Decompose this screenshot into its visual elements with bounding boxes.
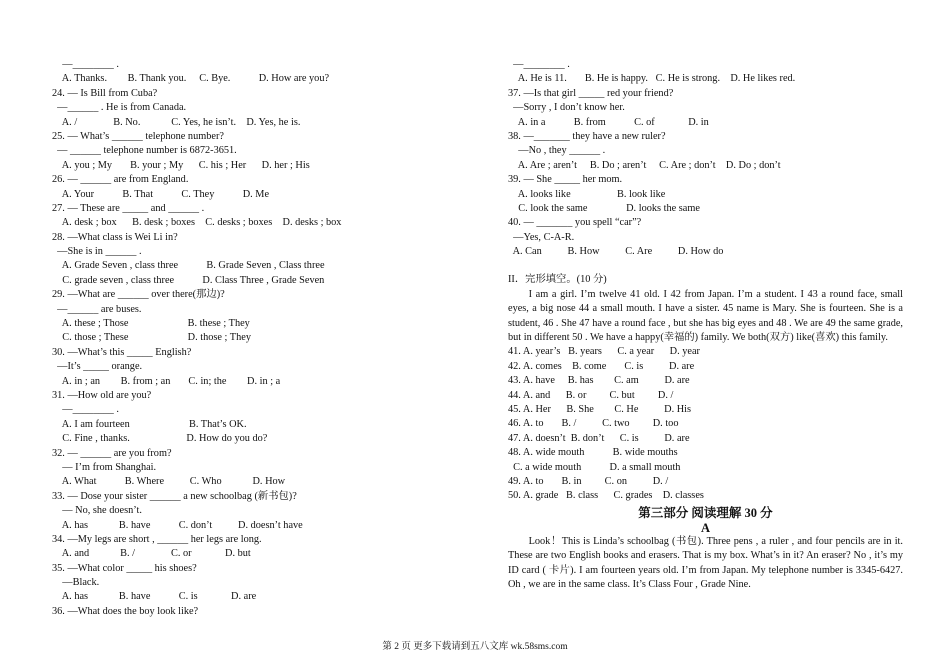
question-line: —______ . He is from Canada. <box>52 102 187 114</box>
question-line: —Black. <box>52 577 100 589</box>
question-line: A. has B. have C. don’t D. doesn’t have <box>52 519 303 531</box>
question-line: 26. — ______ are from England. <box>52 174 189 186</box>
question-line: —Yes, C-A-R. <box>508 231 575 243</box>
question-line: A. these ; Those B. these ; They <box>52 318 250 330</box>
cloze-option-line: 45. A. Her B. She C. He D. His <box>508 404 692 416</box>
cloze-options <box>508 345 903 503</box>
part3-subtitle: A <box>700 520 711 535</box>
right-column <box>508 58 903 592</box>
question-line: A. I am fourteen B. That’s OK. <box>52 418 247 430</box>
question-line: A. you ; My B. your ; My C. his ; Her D. her ; His <box>52 159 310 171</box>
question-line: C. Fine , thanks. D. How do you do? <box>52 433 268 445</box>
question-line: A. has B. have C. is D. are <box>52 591 257 603</box>
question-line: —________ . <box>52 59 119 70</box>
question-line: A. in a B. from C. of D. in <box>508 116 709 128</box>
questions-36-40 <box>508 58 903 259</box>
question-line: —No , they ______ . <box>508 145 606 157</box>
question-line: 29. —What are ______ over there(那边)? <box>52 289 225 301</box>
question-line: — No, she doesn’t. <box>52 505 142 517</box>
question-line: — I’m from Shanghai. <box>52 461 157 473</box>
reading-passage: Look！This is Linda’s schoolbag (书包). Three pens , a ruler , and four pencils are in it. These are two English books and erasers. That is my box. What’s in it? An eraser? No , it’s my ID card ( 卡片). I am fourteen years old. I’m from Japan. My telephone number is 3345-6427. Oh , we are in the same class. It’s Class Four , Grade Nine. <box>508 535 903 590</box>
question-line: 35. —What color _____ his shoes? <box>52 562 197 574</box>
question-line: 31. —How old are you? <box>52 389 152 401</box>
question-line: A. Can B. How C. Are D. How do <box>508 246 724 258</box>
question-line: A. Are ; aren’t B. Do ; aren’t C. Are ; don’t D. Do ; don’t <box>508 159 781 171</box>
cloze-option-line: 46. A. to B. / C. two D. too <box>508 418 679 430</box>
question-line: A. looks like B. look like <box>508 188 666 200</box>
question-line: 32. — ______ are you from? <box>52 447 172 459</box>
cloze-option-line: 50. A. grade B. class C. grades D. classes <box>508 490 704 502</box>
question-line: 36. —What does the boy look like? <box>52 605 199 617</box>
question-line: A. and B. / C. or D. but <box>52 548 251 560</box>
question-line: —Sorry , I don’t know her. <box>508 102 625 114</box>
question-line: 33. — Dose your sister ______ a new schoolbag (新书包)? <box>52 490 297 502</box>
question-line: 34. —My legs are short , ______ her legs are long. <box>52 533 262 545</box>
question-line: — ______ telephone number is 6872-3651. <box>52 145 237 157</box>
cloze-option-line: C. a wide mouth D. a small mouth <box>508 461 681 473</box>
cloze-option-line: 42. A. comes B. come C. is D. are <box>508 360 695 372</box>
question-line: A. Thanks. B. Thank you. C. Bye. D. How are you? <box>52 73 330 85</box>
question-line: A. desk ; box B. desk ; boxes C. desks ; boxes D. desks ; box <box>52 217 342 229</box>
question-line: —______ are buses. <box>52 303 142 315</box>
question-line: —It’s _____ orange. <box>52 361 143 373</box>
cloze-option-line: 48. A. wide mouth B. wide mouths <box>508 447 678 459</box>
question-line: 37. —Is that girl _____ red your friend? <box>508 87 674 99</box>
cloze-heading: II．完形填空。(10 分) <box>508 274 607 286</box>
question-line: 27. — These are _____ and ______ . <box>52 202 205 214</box>
question-line: 40. — _______ you spell “car”? <box>508 217 642 229</box>
question-line: —________ . <box>52 404 119 416</box>
question-line: A. He is 11. B. He is happy. C. He is strong. D. He likes red. <box>508 73 796 85</box>
question-line: A. / B. No. C. Yes, he isn’t. D. Yes, he is. <box>52 116 301 128</box>
question-line: 30. —What’s this _____ English? <box>52 346 192 358</box>
cloze-option-line: 43. A. have B. has C. am D. are <box>508 375 690 387</box>
question-line: A. in ; an B. from ; an C. in; the D. in ; a <box>52 375 281 387</box>
question-line: A. What B. Where C. Who D. How <box>52 476 286 488</box>
left-column <box>52 58 462 619</box>
question-line: 39. — She _____ her mom. <box>508 174 623 186</box>
page-footer: 第 2 页 更多下载请到五八文库 wk.58sms.com <box>382 642 568 652</box>
cloze-option-line: 44. A. and B. or C. but D. / <box>508 389 674 401</box>
question-line: —________ . <box>508 59 570 70</box>
question-line: —She is in ______ . <box>52 246 142 258</box>
question-line: 28. —What class is Wei Li in? <box>52 231 178 243</box>
cloze-option-line: 41. A. year’s B. years C. a year D. year <box>508 346 700 358</box>
question-line: 24. — Is Bill from Cuba? <box>52 87 158 99</box>
question-line: C. grade seven , class three D. Class Three , Grade Seven <box>52 274 325 286</box>
question-line: C. those ; These D. those ; They <box>52 332 251 344</box>
question-line: 25. — What’s ______ telephone number? <box>52 130 224 142</box>
question-line: A. Grade Seven , class three B. Grade Seven , Class three <box>52 260 325 272</box>
cloze-option-line: 47. A. doesn’t B. don’t C. is D. are <box>508 432 690 444</box>
question-line: A. Your B. That C. They D. Me <box>52 188 270 200</box>
question-line: C. look the same D. looks the same <box>508 202 700 214</box>
cloze-passage: I am a girl. I’m twelve 41 old. I 42 from Japan. I’m a student. I 43 a round face, small eyes, a big nose 44 a small mouth. I have a sister. 45 name is Mary. She is fourteen. She is a student, 46 . She 47 have a round face , but she has big eyes and 48 . We are 49 the same grade, but in different 50 . We have a happy(幸福的) family. We both(双方) like(喜欢) this family. <box>508 288 903 344</box>
cloze-option-line: 49. A. to B. in C. on D. / <box>508 476 669 487</box>
part3-title: 第三部分 阅读理解 30 分 <box>638 505 773 520</box>
question-line: 38. —_______ they have a new ruler? <box>508 130 666 142</box>
